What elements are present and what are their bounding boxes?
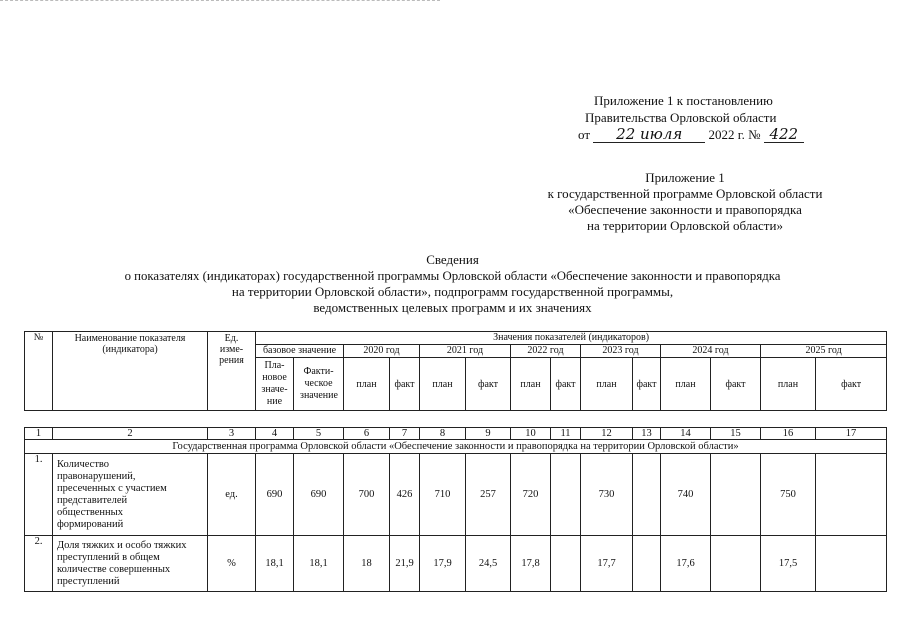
row-base-fact: 690 [294, 454, 344, 536]
header-plan-2021: план [420, 358, 466, 411]
document-subtitle-line3: ведомственных целевых программ и их значениях [313, 300, 592, 315]
program-appendix-line3: «Обеспечение законности и правопорядка [568, 202, 802, 217]
row-plan-2022: 17,8 [511, 536, 551, 592]
colnum-6: 6 [344, 428, 390, 440]
header-plan-2020: план [344, 358, 390, 411]
program-appendix-line2: к государственной программе Орловской области [547, 186, 823, 201]
row-plan-2022: 720 [511, 454, 551, 536]
row-plan-2021: 17,9 [420, 536, 466, 592]
header-actual-base: Факти- ческое значение [294, 358, 344, 411]
resolution-appendix-line1: Приложение 1 к постановлению [594, 93, 773, 108]
row-plan-2024: 17,6 [661, 536, 711, 592]
header-values-title: Значения показателей (индикаторов) [256, 332, 887, 345]
indicators-body-table [24, 427, 887, 592]
row-fact-2020: 21,9 [390, 536, 420, 592]
row-base-plan: 690 [256, 454, 294, 536]
header-year-2024: 2024 год [661, 345, 761, 358]
row-fact-2021: 24,5 [466, 536, 511, 592]
colnum-11: 11 [551, 428, 581, 440]
header-year-2020: 2020 год [344, 345, 420, 358]
row-fact-2024 [711, 454, 761, 536]
indicators-header-table [24, 331, 887, 411]
scan-artifact-line [0, 0, 440, 4]
row-fact-2023 [633, 454, 661, 536]
row-num: 2. [25, 536, 53, 592]
row-indicator-name: Доля тяжких и особо тяжких преступлений в общем количестве совершенных преступлений [53, 536, 208, 592]
row-plan-2023: 17,7 [581, 536, 633, 592]
header-fact-2024: факт [711, 358, 761, 411]
row-fact-2020: 426 [390, 454, 420, 536]
row-num: 1. [25, 454, 53, 536]
section-title: Государственная программа Орловской области «Обеспечение законности и правопорядка на территории Орловской области» [25, 440, 887, 454]
colnum-9: 9 [466, 428, 511, 440]
header-fact-2022: факт [551, 358, 581, 411]
colnum-14: 14 [661, 428, 711, 440]
table-row [25, 454, 887, 536]
row-plan-2025: 750 [761, 454, 816, 536]
row-fact-2023 [633, 536, 661, 592]
colnum-17: 17 [816, 428, 887, 440]
row-plan-2023: 730 [581, 454, 633, 536]
row-fact-2025 [816, 536, 887, 592]
colnum-16: 16 [761, 428, 816, 440]
header-num: № [25, 332, 53, 411]
row-plan-2020: 18 [344, 536, 390, 592]
year-text: 2022 г. № [708, 127, 761, 142]
date-prefix: от [578, 127, 591, 142]
header-fact-2025: факт [816, 358, 887, 411]
header-year-2025: 2025 год [761, 345, 887, 358]
row-base-plan: 18,1 [256, 536, 294, 592]
header-plan-2025: план [761, 358, 816, 411]
colnum-10: 10 [511, 428, 551, 440]
row-unit: % [208, 536, 256, 592]
column-numbers-row [25, 428, 887, 440]
header-year-2023: 2023 год [581, 345, 661, 358]
row-fact-2025 [816, 454, 887, 536]
resolution-date-line [578, 126, 804, 143]
colnum-4: 4 [256, 428, 294, 440]
colnum-8: 8 [420, 428, 466, 440]
colnum-15: 15 [711, 428, 761, 440]
header-base: базовое значение [256, 345, 344, 358]
header-fact-2021: факт [466, 358, 511, 411]
colnum-2: 2 [53, 428, 208, 440]
colnum-13: 13 [633, 428, 661, 440]
program-appendix-line4: на территории Орловской области» [587, 218, 783, 233]
table-row [25, 536, 887, 592]
colnum-3: 3 [208, 428, 256, 440]
program-appendix-line1: Приложение 1 [645, 170, 725, 185]
row-fact-2022 [551, 454, 581, 536]
row-base-fact: 18,1 [294, 536, 344, 592]
document-subtitle-line1: о показателях (индикаторах) государственной программы Орловской области «Обеспечение законности и правопорядка [124, 269, 781, 283]
handwritten-date: 22 июля [593, 126, 705, 143]
colnum-1: 1 [25, 428, 53, 440]
header-planned-base: Пла- новое значе- ние [256, 358, 294, 411]
colnum-7: 7 [390, 428, 420, 440]
row-indicator-name: Количество правонарушений, пресеченных с участием представителей общественных формирований [53, 454, 208, 536]
header-name: Наименование показателя (индикатора) [53, 332, 208, 411]
resolution-appendix-line2: Правительства Орловской области [585, 110, 777, 125]
row-fact-2024 [711, 536, 761, 592]
header-plan-2023: план [581, 358, 633, 411]
header-unit: Ед. изме- рения [208, 332, 256, 411]
row-fact-2022 [551, 536, 581, 592]
handwritten-number: 422 [764, 126, 804, 143]
document-title: Сведения [426, 252, 479, 267]
colnum-5: 5 [294, 428, 344, 440]
document-subtitle-line2: на территории Орловской области», подпрограмм государственной программы, [231, 284, 674, 299]
header-year-2021: 2021 год [420, 345, 511, 358]
header-plan-2022: план [511, 358, 551, 411]
row-plan-2020: 700 [344, 454, 390, 536]
row-plan-2025: 17,5 [761, 536, 816, 592]
header-fact-2020: факт [390, 358, 420, 411]
header-fact-2023: факт [633, 358, 661, 411]
header-year-2022: 2022 год [511, 345, 581, 358]
row-unit: ед. [208, 454, 256, 536]
row-plan-2024: 740 [661, 454, 711, 536]
header-plan-2024: план [661, 358, 711, 411]
row-fact-2021: 257 [466, 454, 511, 536]
row-plan-2021: 710 [420, 454, 466, 536]
colnum-12: 12 [581, 428, 633, 440]
